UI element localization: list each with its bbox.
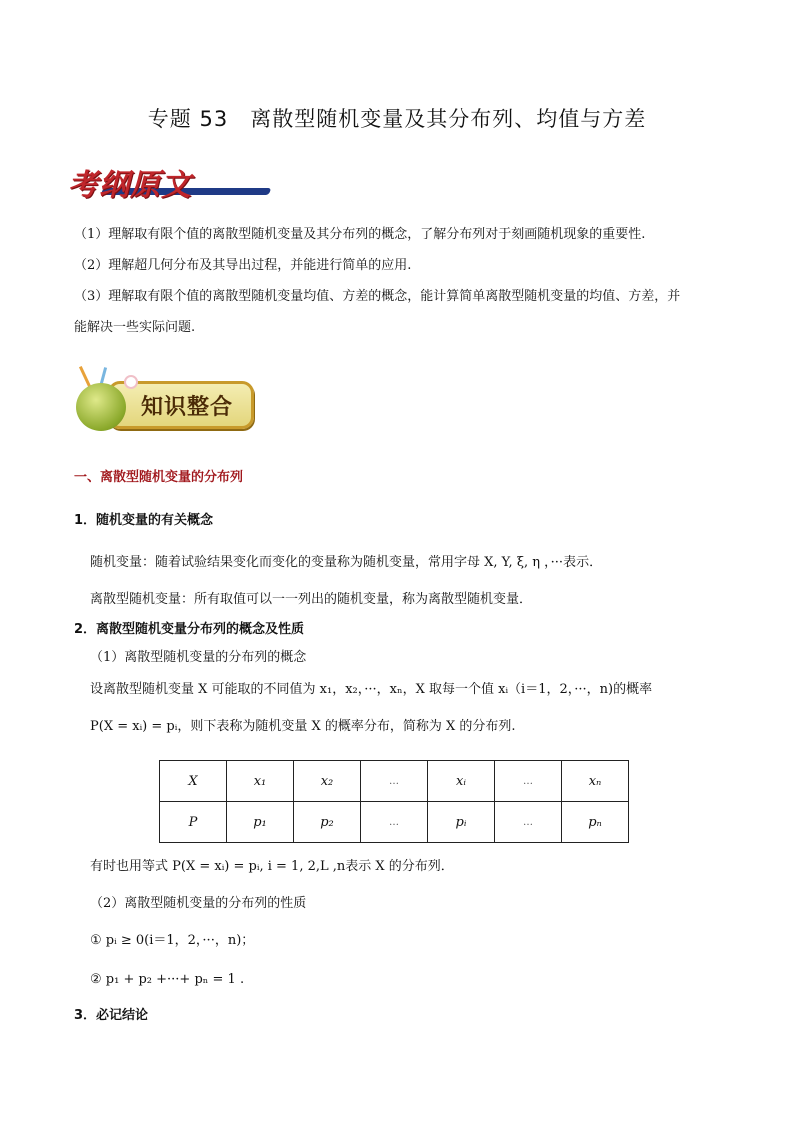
subheading-2-2: （2）离散型随机变量的分布列的性质	[90, 896, 307, 911]
distribution-equation-note: 有时也用等式 P(X = xᵢ) = pᵢ, i = 1, 2,L ,n表示 X 的分布列．	[90, 859, 454, 874]
knowledge-banner-text: 知识整合	[141, 395, 234, 420]
table-cell: x₂	[294, 761, 361, 802]
table-cell: …	[495, 761, 562, 802]
table-cell: x₁	[227, 761, 294, 802]
distribution-def-line1: 设离散型随机变量 X 可能取的不同值为 x₁，x₂，···，xₙ，X 取每一个值 xᵢ（i＝1，2，···，n)的概率	[90, 682, 653, 697]
exam-outline-banner	[68, 158, 208, 203]
table-cell: p₂	[294, 802, 361, 843]
table-cell: …	[361, 802, 428, 843]
discrete-variable-def: 离散型随机变量：所有取值可以一一列出的随机变量，称为离散型随机变量．	[90, 592, 533, 607]
table-cell: pₙ	[562, 802, 629, 843]
table-cell: xᵢ	[428, 761, 495, 802]
knowledge-banner	[70, 365, 252, 435]
table-cell: …	[495, 802, 562, 843]
objective-3-cont: 能解决一些实际问题.	[74, 320, 196, 335]
table-row	[160, 761, 629, 802]
property-1: ① pᵢ ≥ 0(i＝1，2，···，n)；	[90, 933, 255, 948]
distribution-def-line2: P(X = xᵢ) = pᵢ，则下表称为随机变量 X 的概率分布，简称为 X 的分布列.	[90, 719, 516, 734]
objective-1: （1）理解取有限个值的离散型随机变量及其分布列的概念，了解分布列对于刻画随机现象的重要性.	[74, 227, 646, 242]
random-variable-def: 随机变量：随着试验结果变化而变化的变量称为随机变量，常用字母 X, Y, ξ, η ，···表示．	[90, 555, 603, 570]
property-2: ② p₁ + p₂ +···+ pₙ = 1 .	[90, 972, 245, 987]
subheading-1: 1．随机变量的有关概念	[74, 513, 214, 528]
table-cell: xₙ	[562, 761, 629, 802]
table-cell: pᵢ	[428, 802, 495, 843]
table-cell: …	[361, 761, 428, 802]
distribution-table	[159, 760, 629, 843]
subheading-3: 3．必记结论	[74, 1008, 149, 1023]
table-cell: P	[160, 802, 227, 843]
objective-3: （3）理解取有限个值的离散型随机变量均值、方差的概念，能计算简单离散型随机变量的均值、方差，并	[74, 289, 681, 304]
table-cell: p₁	[227, 802, 294, 843]
exam-outline-banner-text: 考纲原文	[68, 168, 192, 203]
table-cell: X	[160, 761, 227, 802]
objective-2: （2）理解超几何分布及其导出过程，并能进行简单的应用.	[74, 258, 412, 273]
flower-icon	[124, 375, 138, 389]
subheading-2-1: （1）离散型随机变量的分布列的概念	[90, 650, 307, 665]
page-title: 专题 53 离散型随机变量及其分布列、均值与方差	[147, 107, 647, 131]
table-row	[160, 802, 629, 843]
section-heading-1: 一、离散型随机变量的分布列	[74, 470, 244, 485]
subheading-2: 2．离散型随机变量分布列的概念及性质	[74, 622, 305, 637]
coconut-icon	[76, 383, 126, 431]
